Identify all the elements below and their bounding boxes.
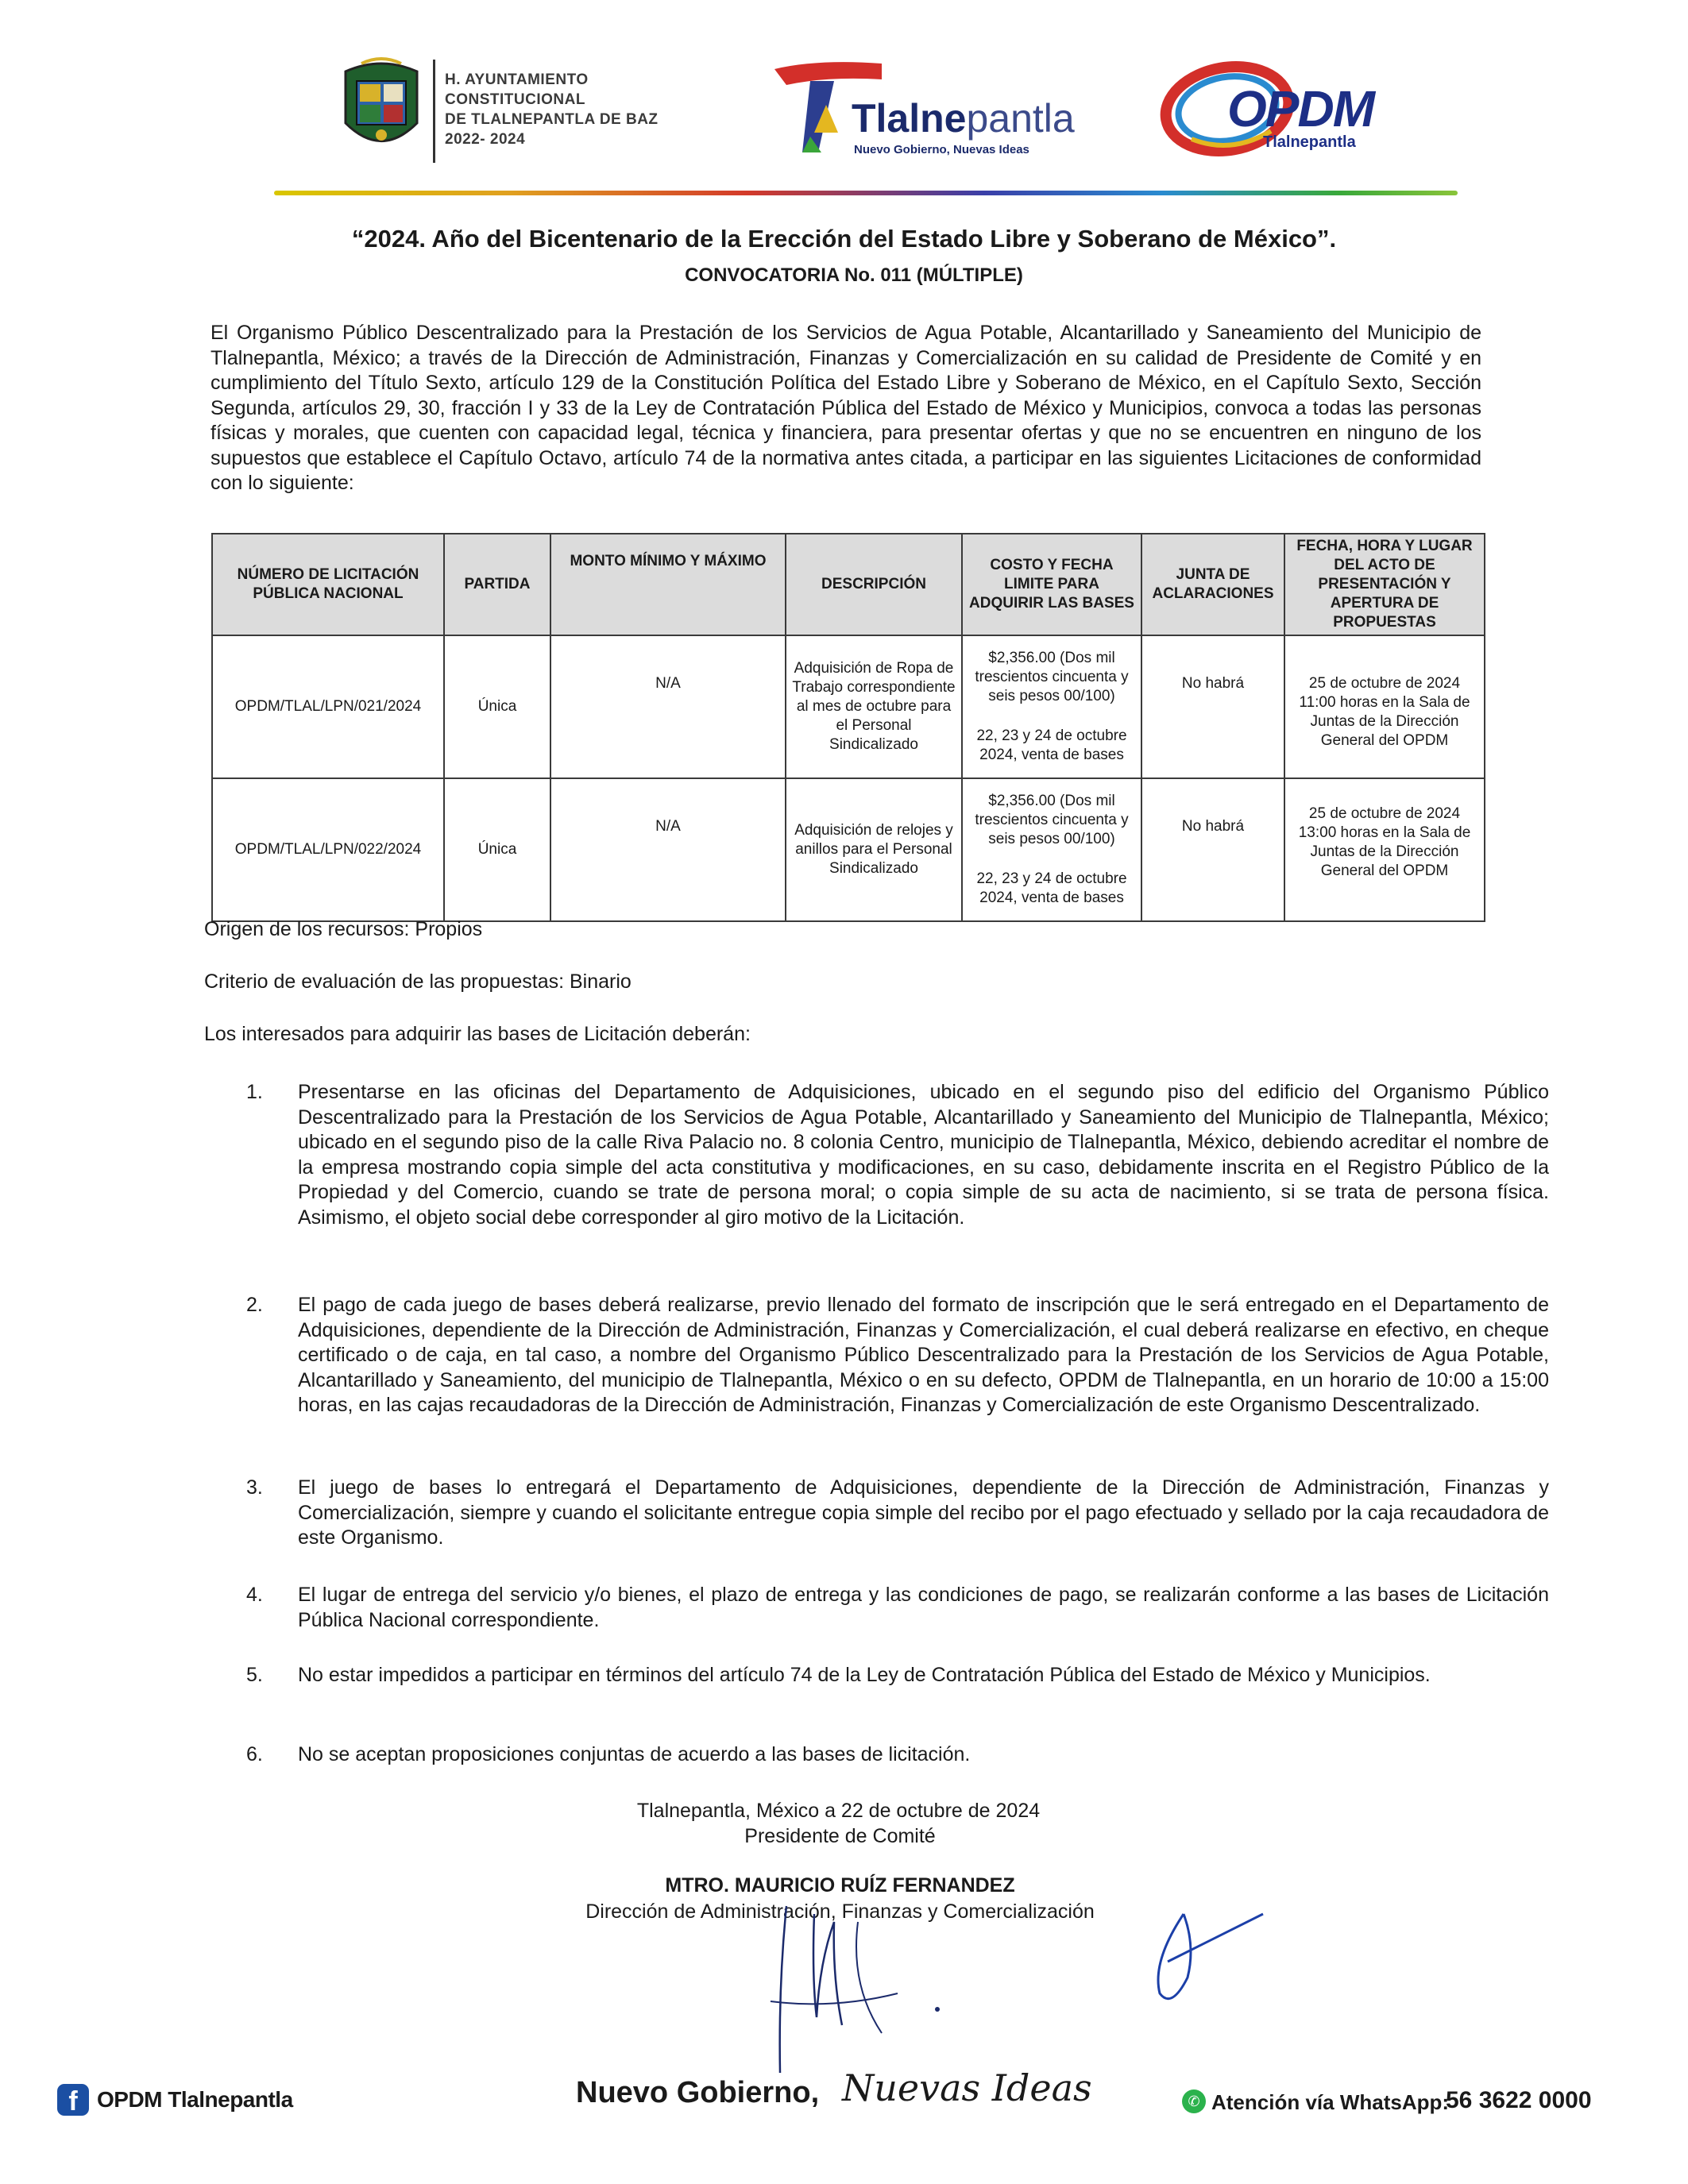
signature-name: MTRO. MAURICIO RUÍZ FERNANDEZ	[665, 1874, 1015, 1897]
cell-apertura: 25 de octubre de 2024 11:00 horas en la Sala de Juntas de la Dirección General del OPDM	[1284, 635, 1485, 778]
tlalnepantla-slogan: Nuevo Gobierno, Nuevas Ideas	[854, 143, 1029, 156]
signature-department: Dirección de Administración, Finanzas y Comercialización	[585, 1900, 1095, 1923]
cost-text: (Dos mil trescientos cincuenta y seis pesos 00/100)	[975, 793, 1129, 847]
tlalnepantla-wordmark-bold: Tlalne	[852, 96, 967, 141]
ayuntamiento-line: CONSTITUCIONAL	[445, 91, 585, 108]
table-header: DESCRIPCIÓN	[786, 534, 962, 635]
table-header: NÚMERO DE LICITACIÓN PÚBLICA NACIONAL	[212, 534, 444, 635]
ayuntamiento-block	[445, 70, 659, 149]
tlalnepantla-wordmark	[852, 95, 1075, 141]
cell-partida: Única	[444, 635, 550, 778]
signature-place-date: Tlalnepantla, México a 22 de octubre de 2024	[636, 1800, 1041, 1822]
cell-junta: No habrá	[1141, 778, 1284, 921]
ayuntamiento-line: DE TLALNEPANTLA DE BAZ	[445, 111, 659, 128]
intro-paragraph: El Organismo Público Descentralizado para la Prestación de los Servicios de Agua Potable, Alcantarillado y Saneamiento del Municipio de Tlalnepantla, México; a través de la Dirección de Administración, Finanzas y Comercialización en su calidad de Presidente de Comité y en cumplimiento del Título Sexto, artículo 129 de la Constitución Política del Estado Libre y Soberano de México, en el Capítulo Sexto, Sección Segunda, artículos 29, 30, fracción I y 33 de la Ley de Contratación Pública del Estado de México y Municipios, convoca a todas las personas físicas y morales, que cuenten con capacidad legal, técnica y financiera, para presentar ofertas y que no se encuentren en ninguno de los supuestos que establece el Capítulo Octavo, artículo 74 de la normativa antes citada, a participar en las siguientes Licitaciones de conformidad con lo siguiente:	[211, 322, 1481, 494]
cost-date: 22, 23 y 24 de octubre 2024, venta de bases	[976, 727, 1127, 763]
opdm-subtitle: Tlalnepantla	[1263, 133, 1356, 151]
tlalnepantla-wordmark-light: pantla	[966, 96, 1075, 141]
cell-partida: Única	[444, 778, 550, 921]
table-header: FECHA, HORA Y LUGAR DEL ACTO DE PRESENTACIÓN Y APERTURA DE PROPUESTAS	[1284, 534, 1485, 635]
origen-recursos: Origen de los recursos: Propios	[204, 918, 483, 940]
whatsapp-icon: ✆	[1182, 2089, 1206, 2113]
cell-costo	[962, 778, 1141, 921]
table-header: PARTIDA	[444, 534, 550, 635]
cell-monto: N/A	[550, 778, 786, 921]
signature-role: Presidente de Comité	[744, 1825, 936, 1847]
cost-text: (Dos mil trescientos cincuenta y seis pesos 00/100)	[975, 650, 1129, 704]
handwritten-signature-icon	[739, 1890, 1295, 2081]
cost-amount: $2,356.00	[988, 650, 1056, 666]
cell-numero: OPDM/TLAL/LPN/022/2024	[212, 778, 444, 921]
whatsapp-number: 56 3622 0000	[1446, 2087, 1592, 2113]
list-text: No estar impedidos a participar en términos del artículo 74 de la Ley de Contratación Pública del Estado de México y Municipios.	[298, 1664, 1431, 1686]
ayuntamiento-line: H. AYUNTAMIENTO	[445, 71, 589, 88]
cell-numero: OPDM/TLAL/LPN/021/2024	[212, 635, 444, 778]
cell-costo	[962, 635, 1141, 778]
cell-descripcion: Adquisición de Ropa de Trabajo correspondiente al mes de octubre para el Personal Sindicalizado	[786, 635, 962, 778]
header-divider	[433, 60, 435, 163]
whatsapp-label: Atención vía WhatsApp:	[1211, 2090, 1450, 2114]
list-number: 2.	[246, 1294, 263, 1316]
criterio-evaluacion: Criterio de evaluación de las propuestas: Binario	[204, 970, 632, 993]
list-text: El juego de bases lo entregará el Departamento de Adquisiciones, dependiente de la Dirección de Administración, Finanzas y Comercialización, siempre y cuando el solicitante entregue copia simple del recibo por el pago efectuado y sellado por la caja recaudadora de este Organismo.	[298, 1476, 1549, 1549]
cell-monto: N/A	[550, 635, 786, 778]
list-text: El lugar de entrega del servicio y/o bienes, el plazo de entrega y las condiciones de pago, se realizarán conforme a las bases de Licitación Pública Nacional correspondiente.	[298, 1584, 1549, 1631]
municipal-seal-icon	[338, 56, 425, 155]
facebook-handle: OPDM Tlalnepantla	[97, 2087, 293, 2112]
licitaciones-table	[211, 533, 1485, 922]
cell-junta: No habrá	[1141, 635, 1284, 778]
list-text: No se aceptan proposiciones conjuntas de acuerdo a las bases de licitación.	[298, 1743, 971, 1765]
table-header: COSTO Y FECHA LIMITE PARA ADQUIRIR LAS BASES	[962, 534, 1141, 635]
opdm-wordmark: OPDM	[1227, 80, 1373, 137]
page-title: “2024. Año del Bicentenario de la Erección del Estado Libre y Soberano de México”.	[351, 225, 1337, 253]
convocatoria-number: CONVOCATORIA No. 011 (MÚLTIPLE)	[685, 264, 1023, 286]
list-number: 3.	[246, 1476, 263, 1499]
interesados-intro: Los interesados para adquirir las bases de Licitación deberán:	[204, 1023, 751, 1045]
list-number: 5.	[246, 1664, 263, 1686]
cell-descripcion: Adquisición de relojes y anillos para el Personal Sindicalizado	[786, 778, 962, 921]
facebook-icon: f	[57, 2084, 89, 2116]
footer-slogan-script: Nuevas Ideas	[842, 2066, 1092, 2109]
list-number: 4.	[246, 1584, 263, 1606]
list-number: 1.	[246, 1081, 263, 1103]
footer-slogan: Nuevo Gobierno,	[576, 2076, 820, 2109]
header-color-rule	[274, 191, 1458, 195]
list-text: Presentarse en las oficinas del Departamento de Adquisiciones, ubicado en el segundo piso del edificio del Organismo Público Descentralizado para la Prestación de los Servicios de Agua Potable, Alcantarillado y Saneamiento del Municipio de Tlalnepantla, México; ubicado en el segundo piso de la calle Riva Palacio no. 8 colonia Centro, municipio de Tlalnepantla, México, debiendo acreditar el nombre de la empresa mostrando copia simple del acta constitutiva y modificaciones, en su caso, debidamente inscrita en el Registro Público de la Propiedad y del Comercio, cuando se trate de persona moral; o copia simple de su acta de nacimiento, si se trata de persona física. Asimismo, el objeto social debe corresponder al giro motivo de la Licitación.	[298, 1081, 1549, 1229]
table-header: JUNTA DE ACLARACIONES	[1141, 534, 1284, 635]
table-row	[212, 778, 1485, 921]
cell-apertura: 25 de octubre de 2024 13:00 horas en la Sala de Juntas de la Dirección General del OPDM	[1284, 778, 1485, 921]
table-header: MONTO MÍNIMO Y MÁXIMO	[550, 534, 786, 635]
cost-date: 22, 23 y 24 de octubre 2024, venta de bases	[976, 870, 1127, 906]
ayuntamiento-line: 2022- 2024	[445, 131, 526, 148]
table-header-row	[212, 534, 1485, 635]
list-number: 6.	[246, 1743, 263, 1765]
list-text: El pago de cada juego de bases deberá realizarse, previo llenado del formato de inscripción que le será entregado en el Departamento de Adquisiciones, dependiente de la Dirección de Administración, Finanzas y Comercialización, el cual deberá realizarse en efectivo, en cheque certificado o de caja, en tal caso, a nombre del Organismo Público Descentralizado para la Prestación de los Servicios de Agua Potable, Alcantarillado y Saneamiento, del municipio de Tlalnepantla, México o en su defecto, OPDM de Tlalnepantla, en un horario de 10:00 a 15:00 horas, en las cajas recaudadoras de la Dirección de Administración, Finanzas y Comercialización de este Organismo Descentralizado.	[298, 1294, 1549, 1416]
table-row	[212, 635, 1485, 778]
cost-amount: $2,356.00	[988, 793, 1056, 809]
